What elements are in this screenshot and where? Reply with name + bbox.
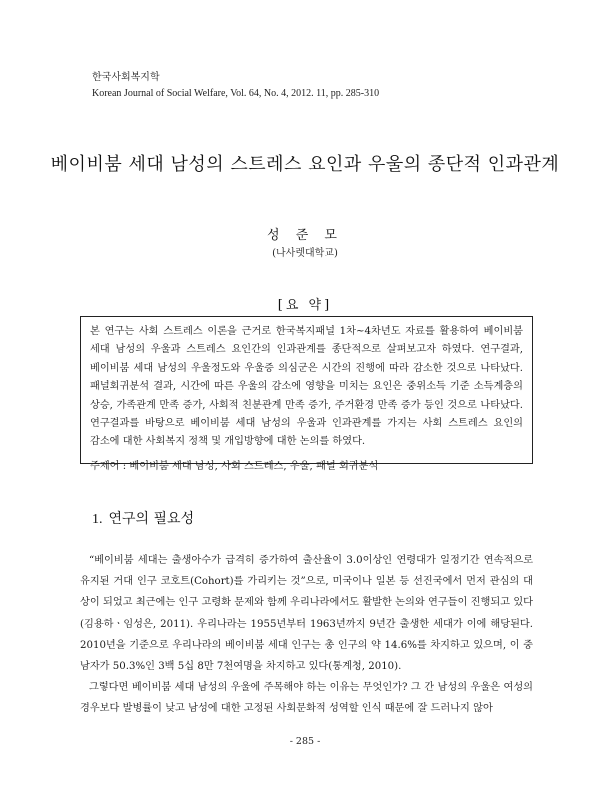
section-heading — [92, 508, 194, 528]
abstract-box — [80, 316, 533, 472]
journal-name-korean: 한국사회복지학 — [92, 72, 160, 83]
section-number: 1. — [92, 512, 103, 527]
body-paragraph: “베이비붐 세대는 출생아수가 급격히 증가하여 출산율이 3.0이상인 연령대가 일정기간 연속적으로 유지된 거대 인구 코호트(Cohort)를 가리키는 것”으로, 미국이나 일본 등 선진국에서 먼저 관심의 대상이 되었고 최근에는 인구 고령화 문제와 함께 우리나라에서도 활발한 논의와 연구들이 진행되고 있다(김용하ㆍ임성은, 2011). 우리나라는 1955년부터 1963년까지 9년간 출생한 세대가 이에 해당된다. 2010년을 기준으로 우리나라의 베이비붐 세대 인구는 총 인구의 약 14.6%를 차지하고 있으며, 이 중 남자가 50.3%인 3백 5십 8만 7천여명을 차지하고 있다(통계청, 2010). — [80, 555, 533, 673]
body-text — [80, 550, 533, 720]
section-title: 연구의 필요성 — [108, 511, 195, 527]
journal-header — [92, 70, 379, 102]
author-name: 성 준 모 — [267, 228, 343, 243]
abstract-text — [90, 323, 523, 452]
abstract-paragraph: 본 연구는 사회 스트레스 이론을 근거로 한국복지패널 1차~4차년도 자료를 활용하여 베이비붐 세대 남성의 우울과 스트레스 요인간의 인과관계를 종단적으로 살펴보고자 하였다. 연구결과, 베이비붐 세대 남성의 우울정도와 우울증 의심군은 시간의 진행에 따라 감소한 것으로 나타났다. 패널회귀분석 결과, 시간에 따른 우울의 감소에 영향을 미치는 요인은 중위소득 기준 소득계층의 상승, 가족관계 만족 증가, 사회적 친분관계 만족 증가, 주거환경 만족 증가 등인 것으로 나타났다. 연구결과를 바탕으로 베이비붐 세대 남성의 우울과 인과관계를 가지는 사회 스트레스 요인의 감소에 대한 사회복지 정책 및 개입방향에 대한 논의를 하였다. — [90, 326, 523, 448]
page-number: - 285 - — [289, 736, 321, 747]
keywords: 주제어 : 베이비붐 세대 남성, 사회 스트레스, 우울, 패널 회귀분석 — [90, 460, 379, 472]
paper-title: 베이비붐 세대 남성의 스트레스 요인과 우울의 종단적 인과관계 — [50, 154, 560, 175]
abstract-heading: [요 약] — [277, 298, 333, 313]
author-affiliation: (나사렛대학교) — [272, 248, 338, 259]
journal-citation: Korean Journal of Social Welfare, Vol. 64, No. 4, 2012. 11, pp. 285-310 — [92, 88, 380, 99]
body-paragraph: 그렇다면 베이비붐 세대 남성의 우울에 주목해야 하는 이유는 무엇인가? 그 간 남성의 우울은 여성의 경우보다 발병률이 낮고 남성에 대한 고정된 사회문화적 성역할 인식 때문에 잘 드러나지 않아 — [80, 682, 533, 715]
